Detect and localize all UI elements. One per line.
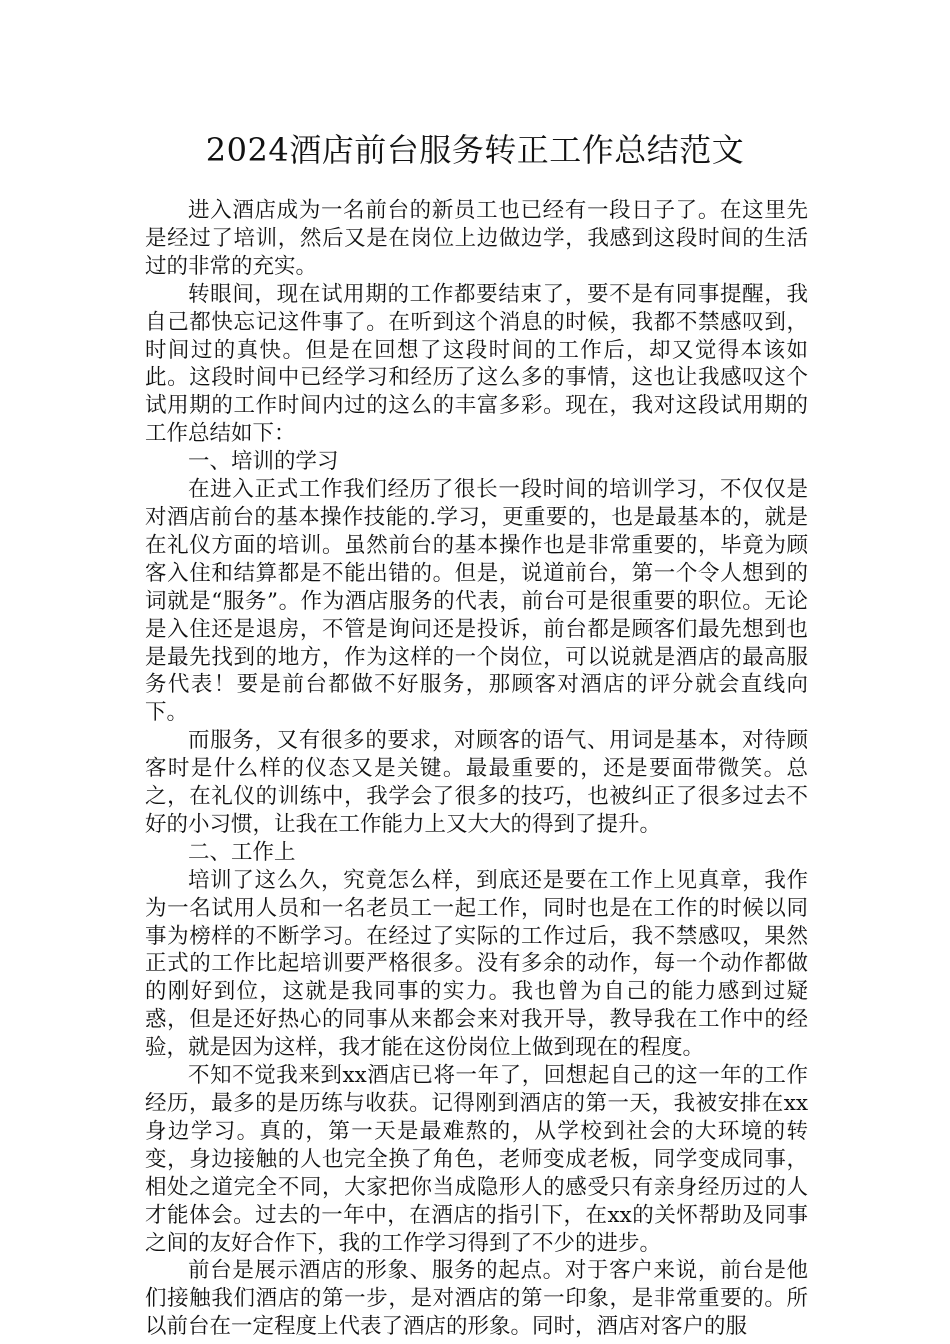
document-body — [145, 197, 808, 1341]
paragraph-work: 培训了这么久，究竟怎么样，到底还是要在工作上见真章，我作为一名试用人员和一名老员工一起工作，同时也是在工作的时候以同事为榜样的不断学习。在经过了实际的工作过后，我不禁感叹，果然正式的工作比起培训要严格很多。没有多余的动作，每一个动作都做的刚好到位，这就是我同事的实力。我也曾为自己的能力感到过疑惑，但是还好热心的同事从来都会来对我开导，教导我在工作中的经验，就是因为这样，我才能在这份岗位上做到现在的程度。 — [145, 867, 808, 1061]
paragraph-front-desk-image: 前台是展示酒店的形象、服务的起点。对于客户来说，前台是他们接触我们酒店的第一步，是对酒店的第一印象，是非常重要的。所以前台在一定程度上代表了酒店的形象。同时，酒店对客户的服 — [145, 1258, 808, 1340]
paragraph-probation-ending: 转眼间，现在试用期的工作都要结束了，要不是有同事提醒，我自己都快忘记这件事了。在听到这个消息的时候，我都不禁感叹到，时间过的真快。但是在回想了这段时间的工作后，却又觉得本该如此。这段时间中已经学习和经历了这么多的事情，这也让我感叹这个试用期的工作时间内过的这么的丰富多彩。现在，我对这段试用期的工作总结如下： — [145, 281, 808, 447]
section-heading-training: 一、培训的学习 — [188, 449, 339, 475]
paragraph-intro: 进入酒店成为一名前台的新员工也已经有一段日子了。在这里先是经过了培训，然后又是在岗位上边做边学，我感到这段时间的生活过的非常的充实。 — [145, 198, 808, 279]
paragraph-one-year: 不知不觉我来到xx酒店已将一年了，回想起自己的这一年的工作经历，最多的是历练与收获。记得刚到酒店的第一天，我被安排在xx身边学习。真的，第一天是最难熬的，从学校到社会的大环境的转变，身边接触的人也完全换了角色，老师变成老板，同学变成同事，相处之道完全不同，大家把你当成隐形人的感受只有亲身经历过的人才能体会。过去的一年中，在酒店的指引下，在xx的关怀帮助及同事之间的友好合作下，我的工作学习得到了不少的进步。 — [145, 1063, 808, 1256]
paragraph-service-requirements: 而服务，又有很多的要求，对顾客的语气、用词是基本，对待顾客时是什么样的仪态又是关键。最最重要的，还是要面带微笑。总之，在礼仪的训练中，我学会了很多的技巧，也被纠正了很多过去不好的小习惯，让我在工作能力上又大大的得到了提升。 — [145, 728, 808, 837]
paragraph-training: 在进入正式工作我们经历了很长一段时间的培训学习，不仅仅是对酒店前台的基本操作技能的.学习，更重要的，也是最基本的，就是在礼仪方面的培训。虽然前台的基本操作也是非常重要的，毕竟为顾客入住和结算都是不能出错的。但是，说道前台，第一个令人想到的词就是“服务”。作为酒店服务的代表，前台可是很重要的职位。无论是入住还是退房，不管是询问还是投诉，前台都是顾客们最先想到也是最先找到的地方，作为这样的一个岗位，可以说就是酒店的最高服务代表！要是前台都做不好服务，那顾客对酒店的评分就会直线向下。 — [145, 477, 808, 726]
document-title: 2024酒店前台服务转正工作总结范文 — [205, 131, 745, 169]
section-heading-work: 二、工作上 — [188, 839, 296, 865]
